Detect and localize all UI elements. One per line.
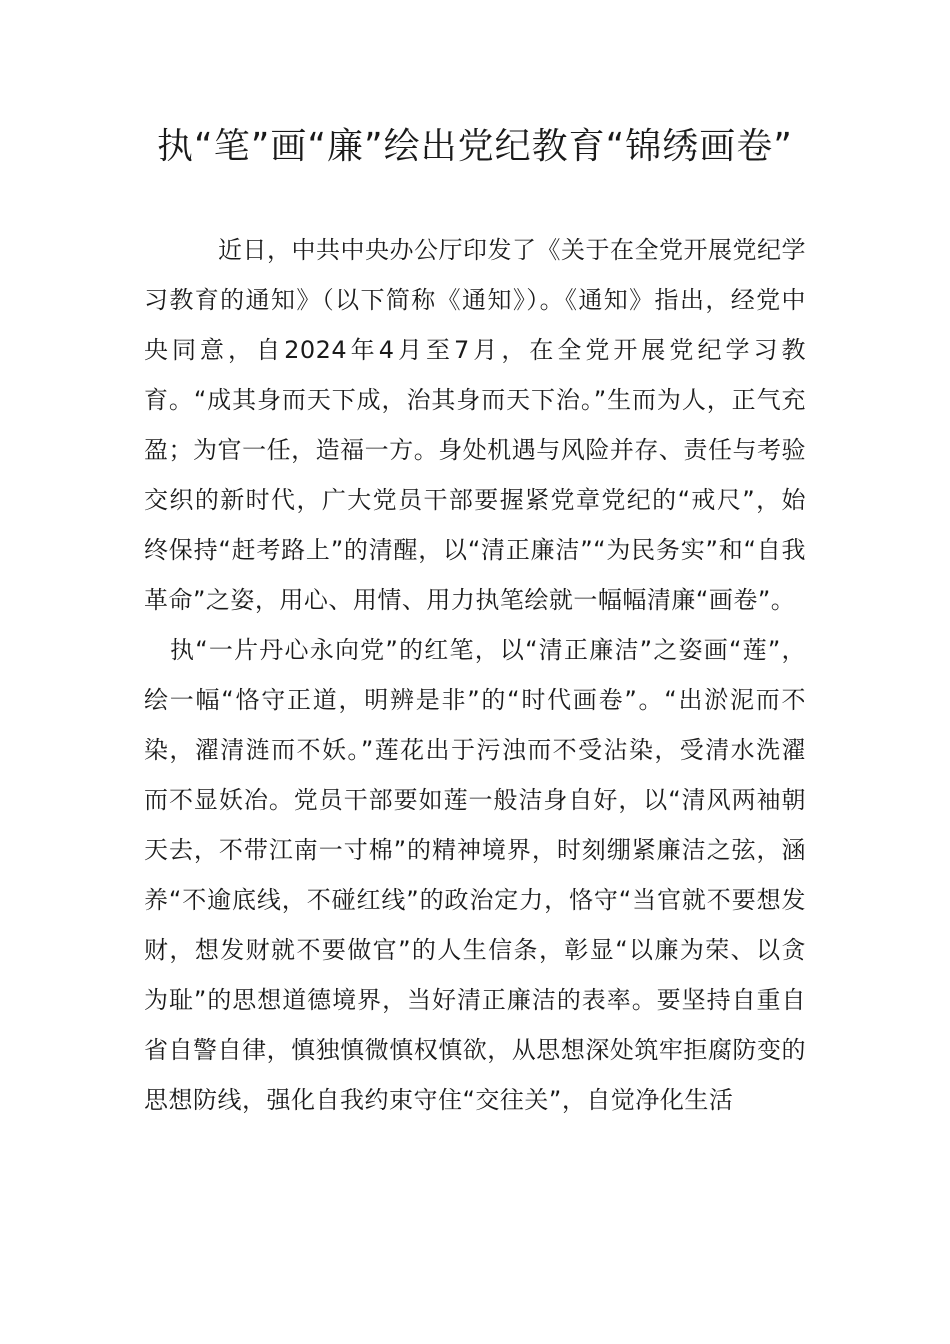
paragraph-intro: 近日，中共中央办公厅印发了《关于在全党开展党纪学习教育的通知》（以下简称《通知》）。《通知》指出，经党中央同意，自2024年4月至7月，在全党开展党纪学习教育。“成其身而天下成，治其身而天下治。”生而为人，正气充盈；为官一任，造福一方。身处机遇与风险并存、责任与考验交织的新时代，广大党员干部要握紧党章党纪的“戒尺”，始终保持“赶考路上”的清醒，以“清正廉洁”“为民务实”和“自我革命”之姿，用心、用情、用力执笔绘就一幅幅清廉“画卷”。 xyxy=(144,236,806,614)
document-title: 执“笔”画“廉”绘出党纪教育“锦绣画卷” xyxy=(157,126,793,167)
paragraph-lotus: 执“一片丹心永向党”的红笔，以“清正廉洁”之姿画“莲”，绘一幅“恪守正道，明辨是非”的“时代画卷”。“出淤泥而不染，濯清涟而不妖。”莲花出于污浊而不受沾染，受清水洗濯而不显妖冶。党员干部要如莲一般洁身自好，以“清风两袖朝天去，不带江南一寸棉”的精神境界，时刻绷紧廉洁之弦，涵养“不逾底线，不碰红线”的政治定力，恪守“当官就不要想发财，想发财就不要做官”的人生信条，彰显“以廉为荣、以贪为耻”的思想道德境界，当好清正廉洁的表率。要坚持自重自省自警自律，慎独慎微慎权慎欲，从思想深处筑牢拒腐防变的思想防线，强化自我约束守住“交往关”，自觉净化生活 xyxy=(144,636,806,1114)
document-body xyxy=(144,225,806,1125)
